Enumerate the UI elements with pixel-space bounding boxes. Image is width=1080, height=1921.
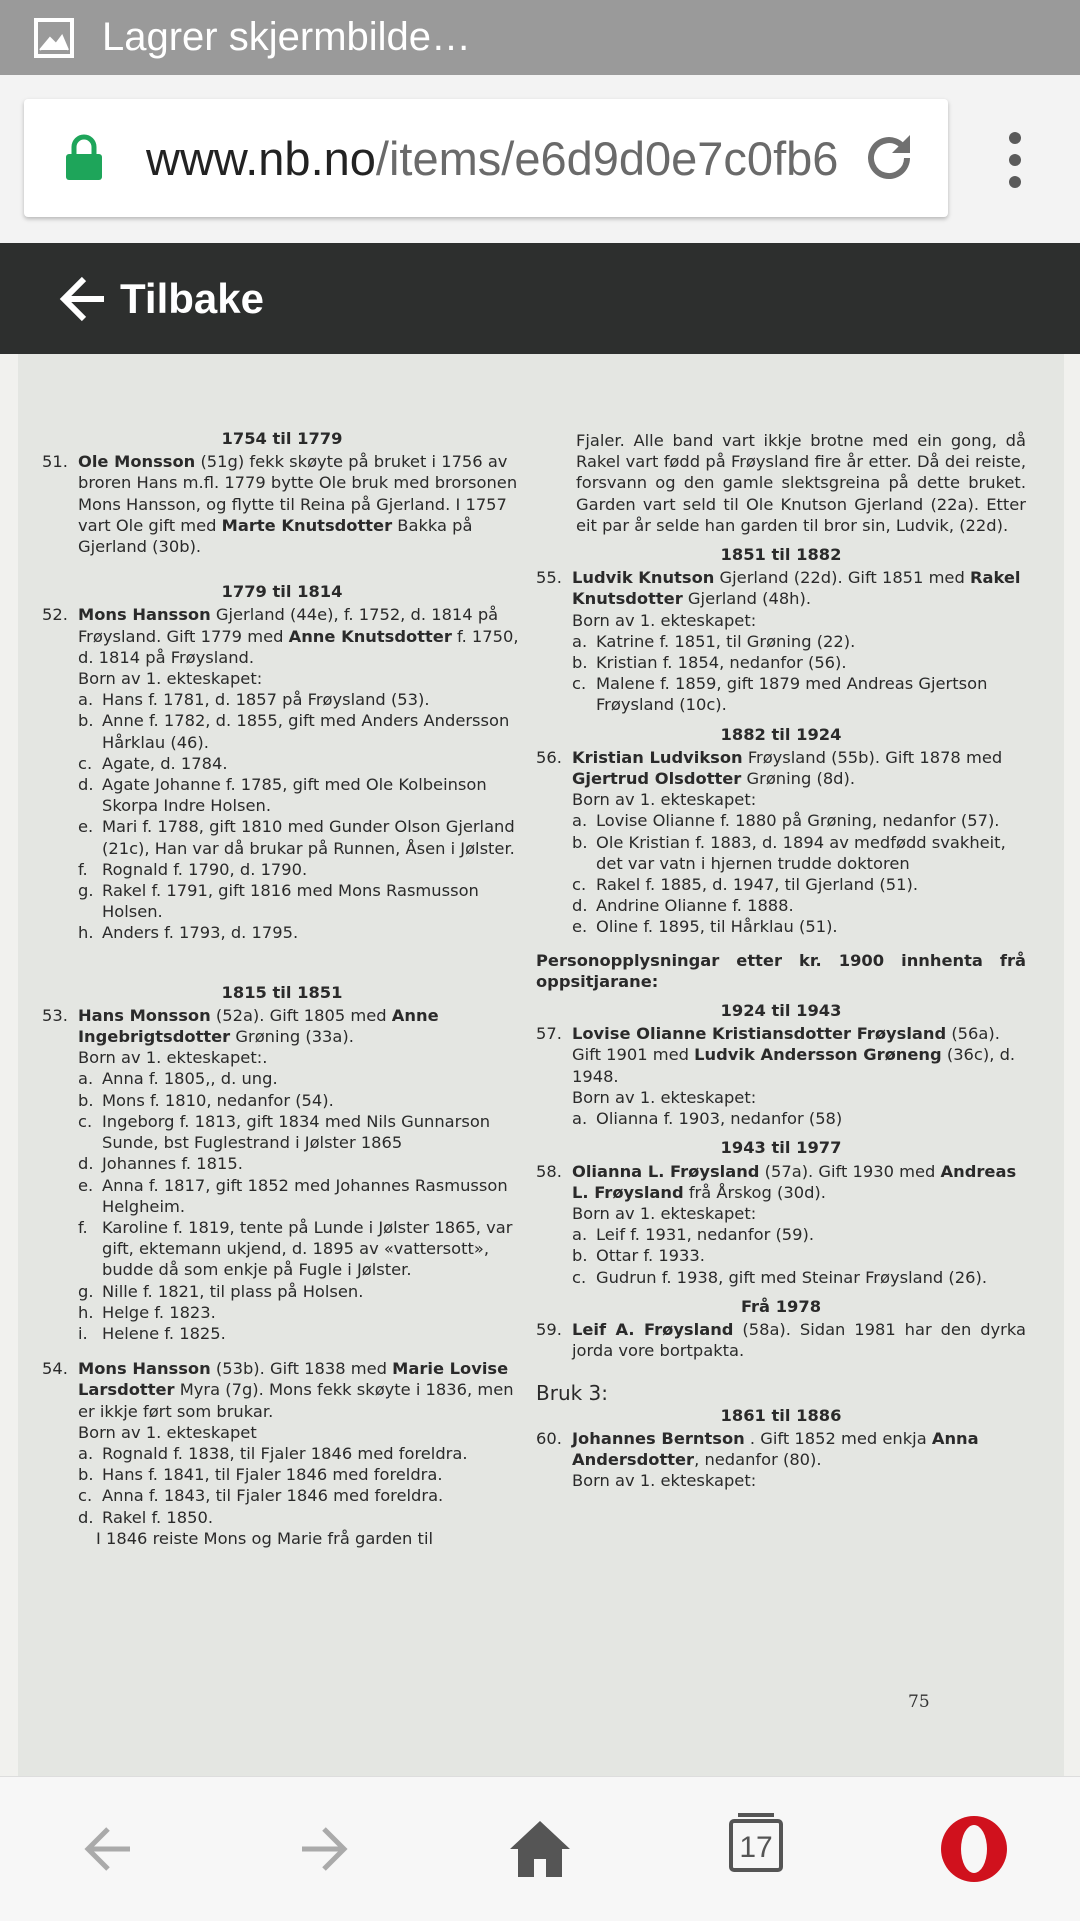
note-heading: Personopplysningar etter kr. 1900 innhenta frå oppsitjarane: <box>536 950 1026 991</box>
child-item: d. Andrine Olianne f. 1888. <box>572 896 794 916</box>
nav-forward-button[interactable] <box>288 1813 360 1885</box>
child-item: d. Johannes f. 1815. <box>78 1154 243 1174</box>
child-item: b. Anne f. 1782, d. 1855, gift med Anders Andersson Hårklau (46). <box>78 711 510 752</box>
entry-51: 51. Ole Monsson (51g) fekk skøyte på bruket i 1756 av broren Hans m.fl. 1779 bytte Ole bruk med brorsonen Mons Hansson, og flytte til Reina på Gjerland. I 1757 vart Ole gift med Marte Knutsdotter Bakka på Gjerland (30b). <box>42 452 518 557</box>
child-item: b. Hans f. 1841, til Fjaler 1846 med foreldra. <box>78 1465 443 1485</box>
entry-52: 52. Mons Hansson Gjerland (44e), f. 1752, d. 1814 på Frøysland. Gift 1779 med Anne Knutsdotter f. 1750, d. 1814 på Frøysland. Born av 1. ekteskapet: a. Hans f. 1781, d. 1857 på Frøysland (53). b. Anne f. 1782, d. 1855, gift med Anders Andersson Hårklau (46). c. Agate, d. 1784. d. Agate Johanne f. 1785, gift med Ole Kolbeinson Skorpa Indre Holsen. e. Mari f. 1788, gift 1810 med Gunder Olson Gjerland (21c), Han var då brukar på Runnen, Åsen i Jølster. f. Rognald f. 1790, d. 1790. g. Rakel f. 1791, gift 1816 med Mons Rasmusson Holsen. h. Anders f. 1793, d. 1795. <box>42 604 522 943</box>
forward-icon <box>296 1821 352 1877</box>
right-column <box>536 420 1026 1491</box>
child-item: c. Agate, d. 1784. <box>78 753 228 773</box>
period-heading: 1861 til 1886 <box>720 1405 842 1425</box>
bruk-heading: Bruk 3: <box>536 1381 609 1406</box>
child-item: f. Rognald f. 1790, d. 1790. <box>78 859 308 879</box>
back-header <box>0 243 1080 354</box>
child-item: c. Anna f. 1843, til Fjaler 1846 med foreldra. <box>78 1486 444 1506</box>
period-heading: Frå 1978 <box>740 1296 822 1316</box>
child-item: h. Helge f. 1823. <box>78 1302 216 1322</box>
child-item: a. Lovise Olianne f. 1880 på Grøning, nedanfor (57). <box>572 811 1000 831</box>
home-icon <box>508 1819 572 1879</box>
back-arrow-icon[interactable] <box>58 274 108 324</box>
nav-back-button[interactable] <box>72 1813 144 1885</box>
children-list <box>572 1108 1026 1129</box>
document-viewer[interactable] <box>0 354 1080 1776</box>
child-item: b. Mons f. 1810, nedanfor (54). <box>78 1090 334 1110</box>
child-item: a. Olianna f. 1903, nedanfor (58) <box>572 1109 843 1129</box>
lock-icon <box>64 134 104 182</box>
children-list <box>572 810 1026 937</box>
child-item: c. Rakel f. 1885, d. 1947, til Gjerland (51). <box>572 875 919 895</box>
tabs-count: 17 <box>739 1831 773 1864</box>
child-item: b. Ottar f. 1933. <box>572 1246 705 1266</box>
children-list <box>78 1443 522 1528</box>
child-item: a. Katrine f. 1851, til Grøning (22). <box>572 631 856 651</box>
image-icon <box>34 18 74 58</box>
entry-55: 55. Ludvik Knutson Gjerland (22d). Gift 1851 med Rakel Knutsdotter Gjerland (48h). Born av 1. ekteskapet: a. Katrine f. 1851, til Grøning (22). b. Kristian f. 1854, nedanfor (56). c. Malene f. 1859, gift 1879 med Andreas Gjertson Frøysland (10c). <box>536 567 1026 715</box>
child-item: i. Helene f. 1825. <box>78 1323 226 1343</box>
child-item: e. Mari f. 1788, gift 1810 med Gunder Olson Gjerland (21c), Han var då brukar på Runnen, Åsen i Jølster. <box>78 817 515 858</box>
child-item: a. Anna f. 1805,, d. ung. <box>78 1069 278 1089</box>
period-heading: 1754 til 1779 <box>221 429 343 448</box>
child-item: b. Ole Kristian f. 1883, d. 1894 av medfødd svakheit, det var vatn i hjernen trudde doktoren <box>572 832 1006 873</box>
reload-icon[interactable] <box>860 129 918 187</box>
opera-menu-button[interactable] <box>936 1811 1012 1887</box>
page-number: 75 <box>908 1692 930 1712</box>
entry-56: 56. Kristian Ludvikson Frøysland (55b). Gift 1878 med Gjertrud Olsdotter Grøning (8d). Born av 1. ekteskapet: a. Lovise Olianne f. 1880 på Grøning, nedanfor (57). b. Ole Kristian f. 1883, d. 1894 av medfødd svakheit, det var vatn i hjernen trudde doktoren c. Rakel f. 1885, d. 1947, til Gjerland (51). d. Andrine Olianne f. 1888. e. Oline f. 1895, til Hårklau (51). <box>536 747 1026 938</box>
status-bar <box>0 0 1080 75</box>
browser-toolbar <box>0 75 1080 243</box>
child-item: a. Rognald f. 1838, til Fjaler 1846 med foreldra. <box>78 1443 468 1463</box>
children-list <box>572 1224 1026 1288</box>
child-item: e. Anna f. 1817, gift 1852 med Johannes Rasmusson Helgheim. <box>78 1175 508 1216</box>
child-item: e. Oline f. 1895, til Hårklau (51). <box>572 917 838 937</box>
url-path: /items/e6d9d0e7c0fb6 <box>375 131 839 185</box>
entry-59: 59. Leif A. Frøysland (58a). Sidan 1981 har den dyrka jorda vore bortpakta. <box>536 1319 1026 1361</box>
child-item: c. Ingeborg f. 1813, gift 1834 med Nils Gunnarson Sunde, bst Fuglestrand i Jølster 1865 <box>78 1111 491 1153</box>
entry-58: 58. Olianna L. Frøysland (57a). Gift 1930 med Andreas L. Frøysland frå Årskog (30d). Born av 1. ekteskapet: a. Leif f. 1931, nedanfor (59). b. Ottar f. 1933. c. Gudrun f. 1938, gift med Steinar Frøysland (26). <box>536 1161 1026 1288</box>
child-item: d. Rakel f. 1850. <box>78 1507 214 1527</box>
period-heading: 1779 til 1814 <box>221 582 343 602</box>
period-heading: 1851 til 1882 <box>720 545 842 565</box>
bottom-nav <box>0 1776 1080 1921</box>
children-list <box>78 689 522 943</box>
child-item: h. Anders f. 1793, d. 1795. <box>78 923 299 943</box>
children-list <box>78 1068 522 1344</box>
opera-logo-icon <box>938 1813 1010 1885</box>
home-button[interactable] <box>504 1813 576 1885</box>
status-text: Lagrer skjermbilde… <box>102 15 472 59</box>
scanned-page <box>18 354 1064 1776</box>
period-heading: 1943 til 1977 <box>720 1138 842 1158</box>
url-text[interactable] <box>146 131 846 186</box>
left-column <box>42 420 522 1549</box>
child-item: a. Hans f. 1781, d. 1857 på Frøysland (53). <box>78 690 430 710</box>
child-item: a. Leif f. 1931, nedanfor (59). <box>572 1225 815 1245</box>
url-field[interactable] <box>24 99 948 217</box>
entry-53: 53. Hans Monsson (52a). Gift 1805 med Anne Ingebrigtsdotter Grøning (33a). Born av 1. ekteskapet:. a. Anna f. 1805,, d. ung. b. Mons f. 1810, nedanfor (54). c. Ingeborg f. 1813, gift 1834 med Nils Gunnarson Sunde, bst Fuglestrand i Jølster 1865 d. Johannes f. 1815. e. Anna f. 1817, gift 1852 med Johannes Rasmusson Helgheim. f. Karoline f. 1819, tente på Lunde i Jølster 1865, var gift, ektemann ukjend, d. 1895 av «vattersott», budde då som enkje på Fugle i Jølster. g. Nille f. 1821, til plass på Holsen. h. Helge f. 1823. i. Helene f. 1825. <box>42 1005 522 1344</box>
entry-54: 54. Mons Hansson (53b). Gift 1838 med Marie Lovise Larsdotter Myra (7g). Mons fekk skøyte i 1836, men er ikkje ført som brukar. Born av 1. ekteskapet a. Rognald f. 1838, til Fjaler 1846 med foreldra. b. Hans f. 1841, til Fjaler 1846 med foreldra. c. Anna f. 1843, til Fjaler 1846 med foreldra. d. Rakel f. 1850. I 1846 reiste Mons og Marie frå garden til <box>42 1358 522 1549</box>
child-item: d. Agate Johanne f. 1785, gift med Ole Kolbeinson Skorpa Indre Holsen. <box>78 775 487 816</box>
url-host: www.nb.no <box>146 131 376 185</box>
back-button[interactable]: Tilbake <box>120 274 264 322</box>
child-item: b. Kristian f. 1854, nedanfor (56). <box>572 653 847 673</box>
entry-60: 60. Johannes Berntson . Gift 1852 med enkja Anna Andersdotter, nedanfor (80). Born av 1. ekteskapet: <box>536 1428 979 1491</box>
entry-57: 57. Lovise Olianne Kristiansdotter Frøysland (56a). Gift 1901 med Ludvik Andersson Grøneng (36c), d. 1948. Born av 1. ekteskapet: a. Olianna f. 1903, nedanfor (58) <box>536 1023 1026 1129</box>
continued-text: Fjaler. Alle band vart ikkje brotne med ein gong, då Rakel vart fødd på Frøysland fire år etter. Då dei reiste, forsvann og den gamle slektsgreina på dette bruket. Garden vart seld til Ole Knutson Gjerland (22a). Etter eit par år selde han garden til bror sin, Ludvik, (22d). <box>576 431 1026 535</box>
child-item: f. Karoline f. 1819, tente på Lunde i Jølster 1865, var gift, ektemann ukjend, d. 1895 av «vattersott», budde då som enkje på Fugle i Jølster. <box>78 1217 513 1280</box>
child-item: g. Nille f. 1821, til plass på Holsen. <box>78 1281 364 1301</box>
period-heading: 1815 til 1851 <box>221 982 343 1002</box>
children-list <box>572 631 1026 716</box>
more-menu-icon[interactable] <box>995 130 1035 190</box>
period-heading: 1924 til 1943 <box>720 1001 842 1021</box>
period-heading: 1882 til 1924 <box>720 724 842 744</box>
child-item: c. Gudrun f. 1938, gift med Steinar Frøysland (26). <box>572 1267 988 1287</box>
child-item: c. Malene f. 1859, gift 1879 med Andreas Gjertson Frøysland (10c). <box>572 674 988 715</box>
child-item: g. Rakel f. 1791, gift 1816 med Mons Rasmusson Holsen. <box>78 881 479 922</box>
back-icon <box>80 1821 136 1877</box>
